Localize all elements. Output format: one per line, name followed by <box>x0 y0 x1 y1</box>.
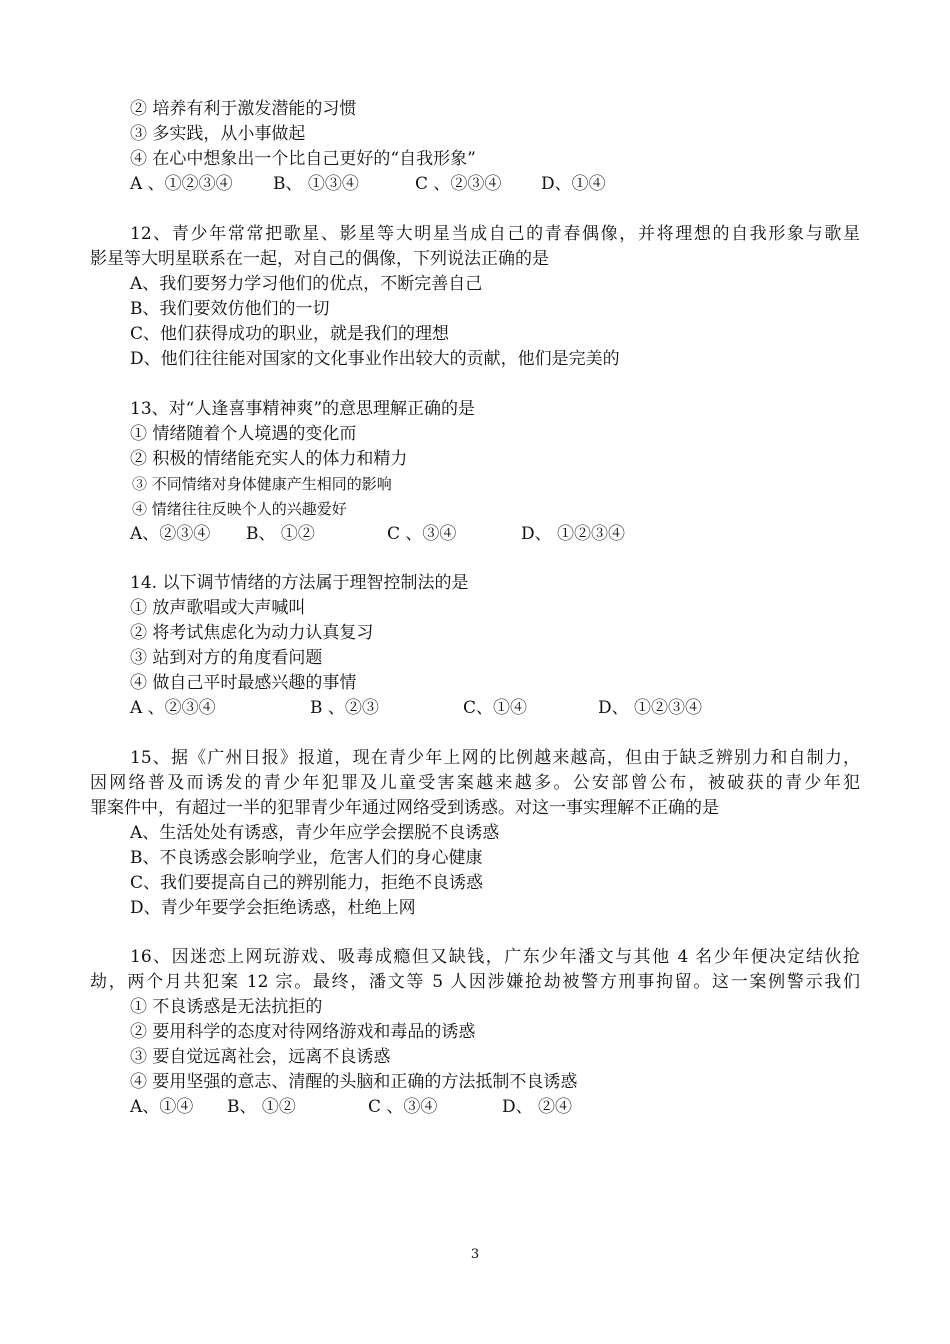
q16-option-d: D、 ②④ <box>502 1097 573 1117</box>
q13-option-c: C 、③④ <box>387 524 457 544</box>
q12-choice-a: A、我们要努力学习他们的优点，不断完善自己 <box>130 274 483 294</box>
q11-item: ② 培养有利于激发潜能的习惯 <box>130 99 357 119</box>
q12-stem-line: 12、青少年常常把歌星、影星等大明星当成自己的青春偶像，并将理想的自我形象与歌星 <box>130 224 860 244</box>
q14-item: ③ 站到对方的角度看问题 <box>130 648 323 668</box>
q16-option-b: B、 ①② <box>227 1097 296 1117</box>
q14-option-d: D、 ①②③④ <box>598 698 703 718</box>
q16-option-c: C 、③④ <box>368 1097 438 1117</box>
q13-option-d: D、 ①②③④ <box>521 524 626 544</box>
q16-item: ② 要用科学的态度对待网络游戏和毒品的诱惑 <box>130 1022 476 1042</box>
q14-option-c: C、①④ <box>463 698 528 718</box>
q14-item: ④ 做自己平时最感兴趣的事情 <box>130 673 357 693</box>
q16-stem-line: 16、因迷恋上网玩游戏、吸毒成瘾但又缺钱，广东少年潘文与其他 4 名少年便决定结伙抢 <box>130 947 860 967</box>
q12-choice-d: D、他们往往能对国家的文化事业作出较大的贡献，他们是完美的 <box>130 349 620 369</box>
q11-option-b: B、 ①③④ <box>273 174 359 194</box>
q15-stem-line: 罪案件中，有超过一半的犯罪青少年通过网络受到诱惑。对这一事实理解不正确的是 <box>90 798 719 818</box>
q11-option-d: D、①④ <box>541 174 606 194</box>
q16-item: ① 不良诱惑是无法抗拒的 <box>130 997 323 1017</box>
q13-stem: 13、对“人逢喜事精神爽”的意思理解正确的是 <box>130 399 476 419</box>
q13-item: ① 情绪随着个人境遇的变化而 <box>130 424 357 444</box>
q13-option-a: A、②③④ <box>130 524 211 544</box>
q14-item: ② 将考试焦虑化为动力认真复习 <box>130 623 374 643</box>
q13-item: ④ 情绪往往反映个人的兴趣爱好 <box>132 500 347 518</box>
q12-choice-c: C、他们获得成功的职业，就是我们的理想 <box>130 324 450 344</box>
q16-item: ③ 要自觉远离社会，远离不良诱惑 <box>130 1047 391 1067</box>
q16-item: ④ 要用坚强的意志、清醒的头脑和正确的方法抵制不良诱惑 <box>130 1072 578 1092</box>
q15-stem-line: 因网络普及而诱发的青少年犯罪及儿童受害案越来越多。公安部曾公布，被破获的青少年犯 <box>90 773 860 793</box>
q11-option-c: C 、②③④ <box>415 174 502 194</box>
q13-item: ② 积极的情绪能充实人的体力和精力 <box>130 449 408 469</box>
q16-stem-line: 劫，两个月共犯案 12 宗。最终，潘文等 5 人因涉嫌抢劫被警方刑事拘留。这一案例警示我们 <box>90 972 860 992</box>
q14-item: ① 放声歌唱或大声喊叫 <box>130 598 306 618</box>
q14-stem: 14. 以下调节情绪的方法属于理智控制法的是 <box>130 573 469 593</box>
q14-option-b: B 、②③ <box>310 698 379 718</box>
q11-option-a: A 、①②③④ <box>130 174 233 194</box>
q15-choice-c: C、我们要提高自己的辨别能力，拒绝不良诱惑 <box>130 873 484 893</box>
q11-item: ④ 在心中想象出一个比自己更好的“自我形象” <box>130 149 476 169</box>
q12-choice-b: B、我们要效仿他们的一切 <box>130 299 330 319</box>
q15-choice-a: A、生活处处有诱惑，青少年应学会摆脱不良诱惑 <box>130 823 500 843</box>
q15-choice-b: B、不良诱惑会影响学业，危害人们的身心健康 <box>130 848 483 868</box>
q16-option-a: A、①④ <box>130 1097 194 1117</box>
q15-choice-d: D、青少年要学会拒绝诱惑，杜绝上网 <box>130 898 416 918</box>
page-number: 3 <box>470 1247 480 1262</box>
q15-stem-line: 15、据《广州日报》报道，现在青少年上网的比例越来越高，但由于缺乏辨别力和自制力， <box>130 748 860 768</box>
q12-stem-line: 影星等大明星联系在一起，对自己的偶像，下列说法正确的是 <box>90 249 549 269</box>
q11-item: ③ 多实践，从小事做起 <box>130 124 306 144</box>
q13-option-b: B、 ①② <box>246 524 315 544</box>
q13-item: ③ 不同情绪对身体健康产生相同的影响 <box>132 475 392 493</box>
q14-option-a: A 、②③④ <box>130 698 216 718</box>
